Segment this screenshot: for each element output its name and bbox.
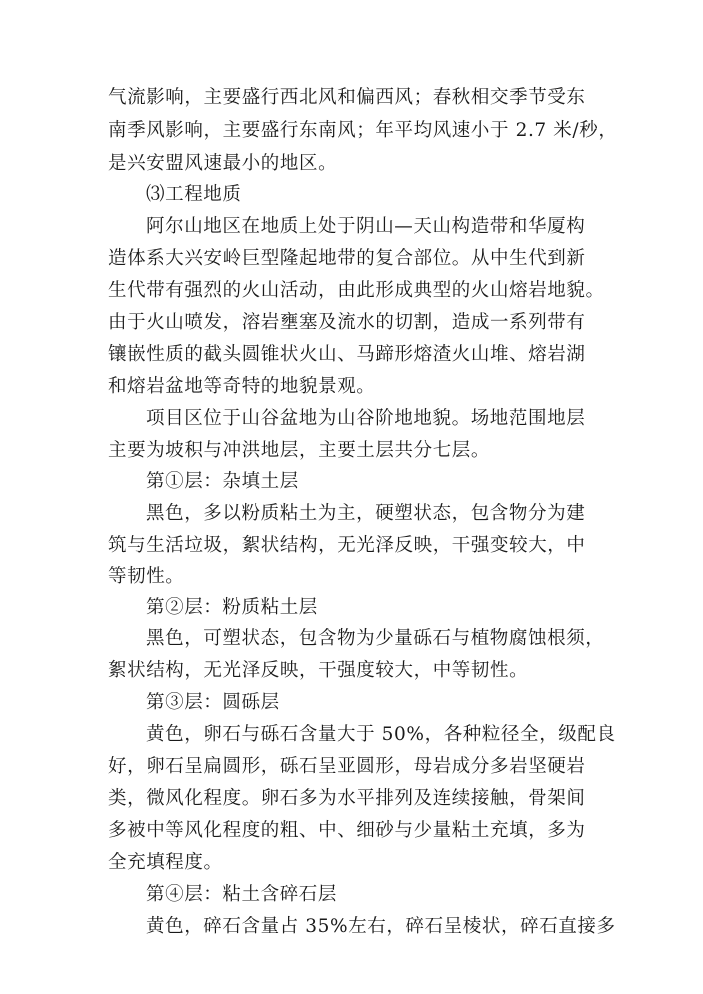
text-line: 是兴安盟风速最小的地区。 [108,153,338,174]
layer-heading: 第③层：圆砾层 [146,692,280,713]
text-line: 全充填程度。 [108,852,223,873]
text-line: 气流影响，主要盛行西北风和偏西风；春秋相交季节受东 [108,87,586,108]
text-line: 黄色，卵石与砾石含量大于 50%，各种粒径全，级配良 [146,724,616,745]
text-line: 和熔岩盆地等奇特的地貌景观。 [108,376,376,397]
text-line: 主要为坡积与冲洪地层，主要土层共分七层。 [108,440,491,461]
section-heading: ⑶工程地质 [146,184,242,205]
text-line: 等韧性。 [108,566,185,587]
text-line: 造体系大兴安岭巨型隆起地带的复合部位。从中生代到新 [108,248,586,269]
layer-heading: 第④层：粘土含碎石层 [146,884,338,905]
text-line: 类，微风化程度。卵石多为水平排列及连续接触，骨架间 [108,788,586,809]
layer-heading: 第②层：粉质粘土层 [146,597,318,618]
text-line: 由于火山喷发，溶岩壅塞及流水的切割，造成一系列带有 [108,312,586,333]
text-line: 生代带有强烈的火山活动，由此形成典型的火山熔岩地貌。 [108,280,605,301]
text-line: 黑色，可塑状态，包含物为少量砾石与植物腐蚀根须， [146,628,605,649]
text-line: 项目区位于山谷盆地为山谷阶地地貌。场地范围地层 [146,408,586,429]
text-line: 絮状结构，无光泽反映，干强度较大，中等韧性。 [108,660,529,681]
text-line: 多被中等风化程度的粗、中、细砂与少量粘土充填，多为 [108,820,586,841]
text-line: 筑与生活垃圾，絮状结构，无光泽反映，干强变较大，中 [108,535,586,556]
text-line: 南季风影响，主要盛行东南风；年平均风速小于 2.7 米/秒， [108,120,618,141]
text-line: 阿尔山地区在地质上处于阴山—天山构造带和华厦构 [146,216,586,237]
text-line: 镶嵌性质的截头圆锥状火山、马蹄形熔渣火山堆、熔岩湖 [108,344,586,365]
text-line: 黑色，多以粉质粘土为主，硬塑状态，包含物分为建 [146,503,586,524]
text-line: 好，卵石呈扁圆形，砾石呈亚圆形，母岩成分多岩坚硬岩 [108,756,586,777]
text-line: 黄色，碎石含量占 35%左右，碎石呈棱状，碎石直接多 [146,916,616,937]
layer-heading: 第①层：杂填土层 [146,471,299,492]
